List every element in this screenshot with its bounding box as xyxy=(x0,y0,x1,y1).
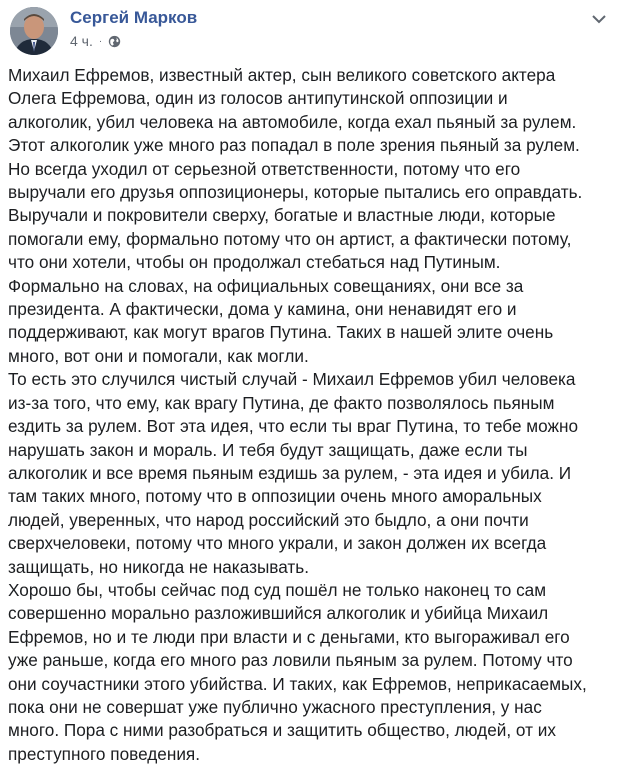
post-text-line: там таких много, потому что в оппозиции очень много аморальных xyxy=(8,486,542,507)
post-text xyxy=(8,64,598,766)
post-text-line: совершенно морально разложившийся алкоголик и убийца Михаил xyxy=(8,603,549,624)
post-text-line: Михаил Ефремов, известный актер, сын великого советского актера xyxy=(8,65,556,85)
post-text-line: из-за того, что ему, как врагу Путина, де факто позволялось пьяным xyxy=(8,392,555,413)
post-text-line: Формально на словах, на официальных совещаниях, они все за xyxy=(8,275,524,296)
post-text-line: они соучастники этого убийства. И таких, как Ефремов, неприкасаемых, xyxy=(8,673,587,694)
post-text-line: нарушать закон и мораль. И тебя будут защищать, даже если ты xyxy=(8,439,528,460)
post-text-line: Ефремов, но и те люди при власти и с деньгами, кто выгораживал его xyxy=(8,626,570,647)
post-text-line: преступного поведения. xyxy=(8,743,201,764)
post-text-line: много. Пора с ними разобраться и защитить общество, людей, от их xyxy=(8,720,556,741)
post-text-line: поддерживают, как могут врагов Путина. Таких в нашей элите очень xyxy=(8,322,554,343)
author-avatar[interactable] xyxy=(10,7,58,55)
meta-separator: · xyxy=(98,35,103,47)
post-header xyxy=(8,4,610,58)
post-text-line: что они хотели, чтобы он продолжал стебаться над Путиным. xyxy=(8,252,501,273)
globe-icon[interactable] xyxy=(108,35,121,48)
chevron-down-icon[interactable] xyxy=(592,14,606,24)
post-text-line: выручали его друзья оппозиционеры, которые пытались его оправдать. xyxy=(8,182,583,203)
author-name[interactable]: Сергей Марков xyxy=(70,8,198,27)
post-text-line: То есть это случился чистый случай - Михаил Ефремов убил человека xyxy=(8,369,576,390)
post-text-line: уже раньше, когда его много раз ловили пьяным за рулем. Потому что xyxy=(8,650,573,671)
post-timestamp[interactable]: 4 ч. xyxy=(70,33,93,49)
post-text-line: людей, уверенных, что народ российский это быдло, а они почти xyxy=(8,509,529,530)
post-text-line: Олега Ефремова, один из голосов антипутинской оппозиции и xyxy=(8,88,508,109)
post-text-line: алкоголик и все время пьяным ездишь за рулем, - эта идея и убила. И xyxy=(8,462,572,483)
post-text-line: защищать, но никогда не наказывать. xyxy=(8,556,310,577)
post-text-line: сверхчеловеки, потому что много украли, и закон должен их всегда xyxy=(8,533,547,554)
post-text-line: Хорошо бы, чтобы сейчас под суд пошёл не только наконец то сам xyxy=(8,579,547,600)
post-text-line: помогали ему, формально потому что он артист, а фактически потому, xyxy=(8,228,572,249)
post-text-line: Но всегда уходил от серьезной ответственности, потому что его xyxy=(8,158,521,179)
post-meta xyxy=(70,33,121,49)
post-text-line: Выручали и покровители сверху, богатые и властные люди, которые xyxy=(8,205,556,226)
post-text-line: много, вот они и помогали, как могли. xyxy=(8,345,309,366)
post-text-line: Этот алкоголик уже много раз попадал в поле зрения пьяный за рулем. xyxy=(8,135,580,156)
post-text-line: президента. А фактически, дома у камина, они ненавидят его и xyxy=(8,299,517,320)
post-text-line: пока они не совершат уже публично ужасного преступления, у нас xyxy=(8,696,542,717)
post-text-line: ездить за рулем. Вот эта идея, что если ты враг Путина, то тебе можно xyxy=(8,416,579,437)
post-text-line: алкоголик, убил человека на автомобиле, когда ехал пьяный за рулем. xyxy=(8,111,577,132)
